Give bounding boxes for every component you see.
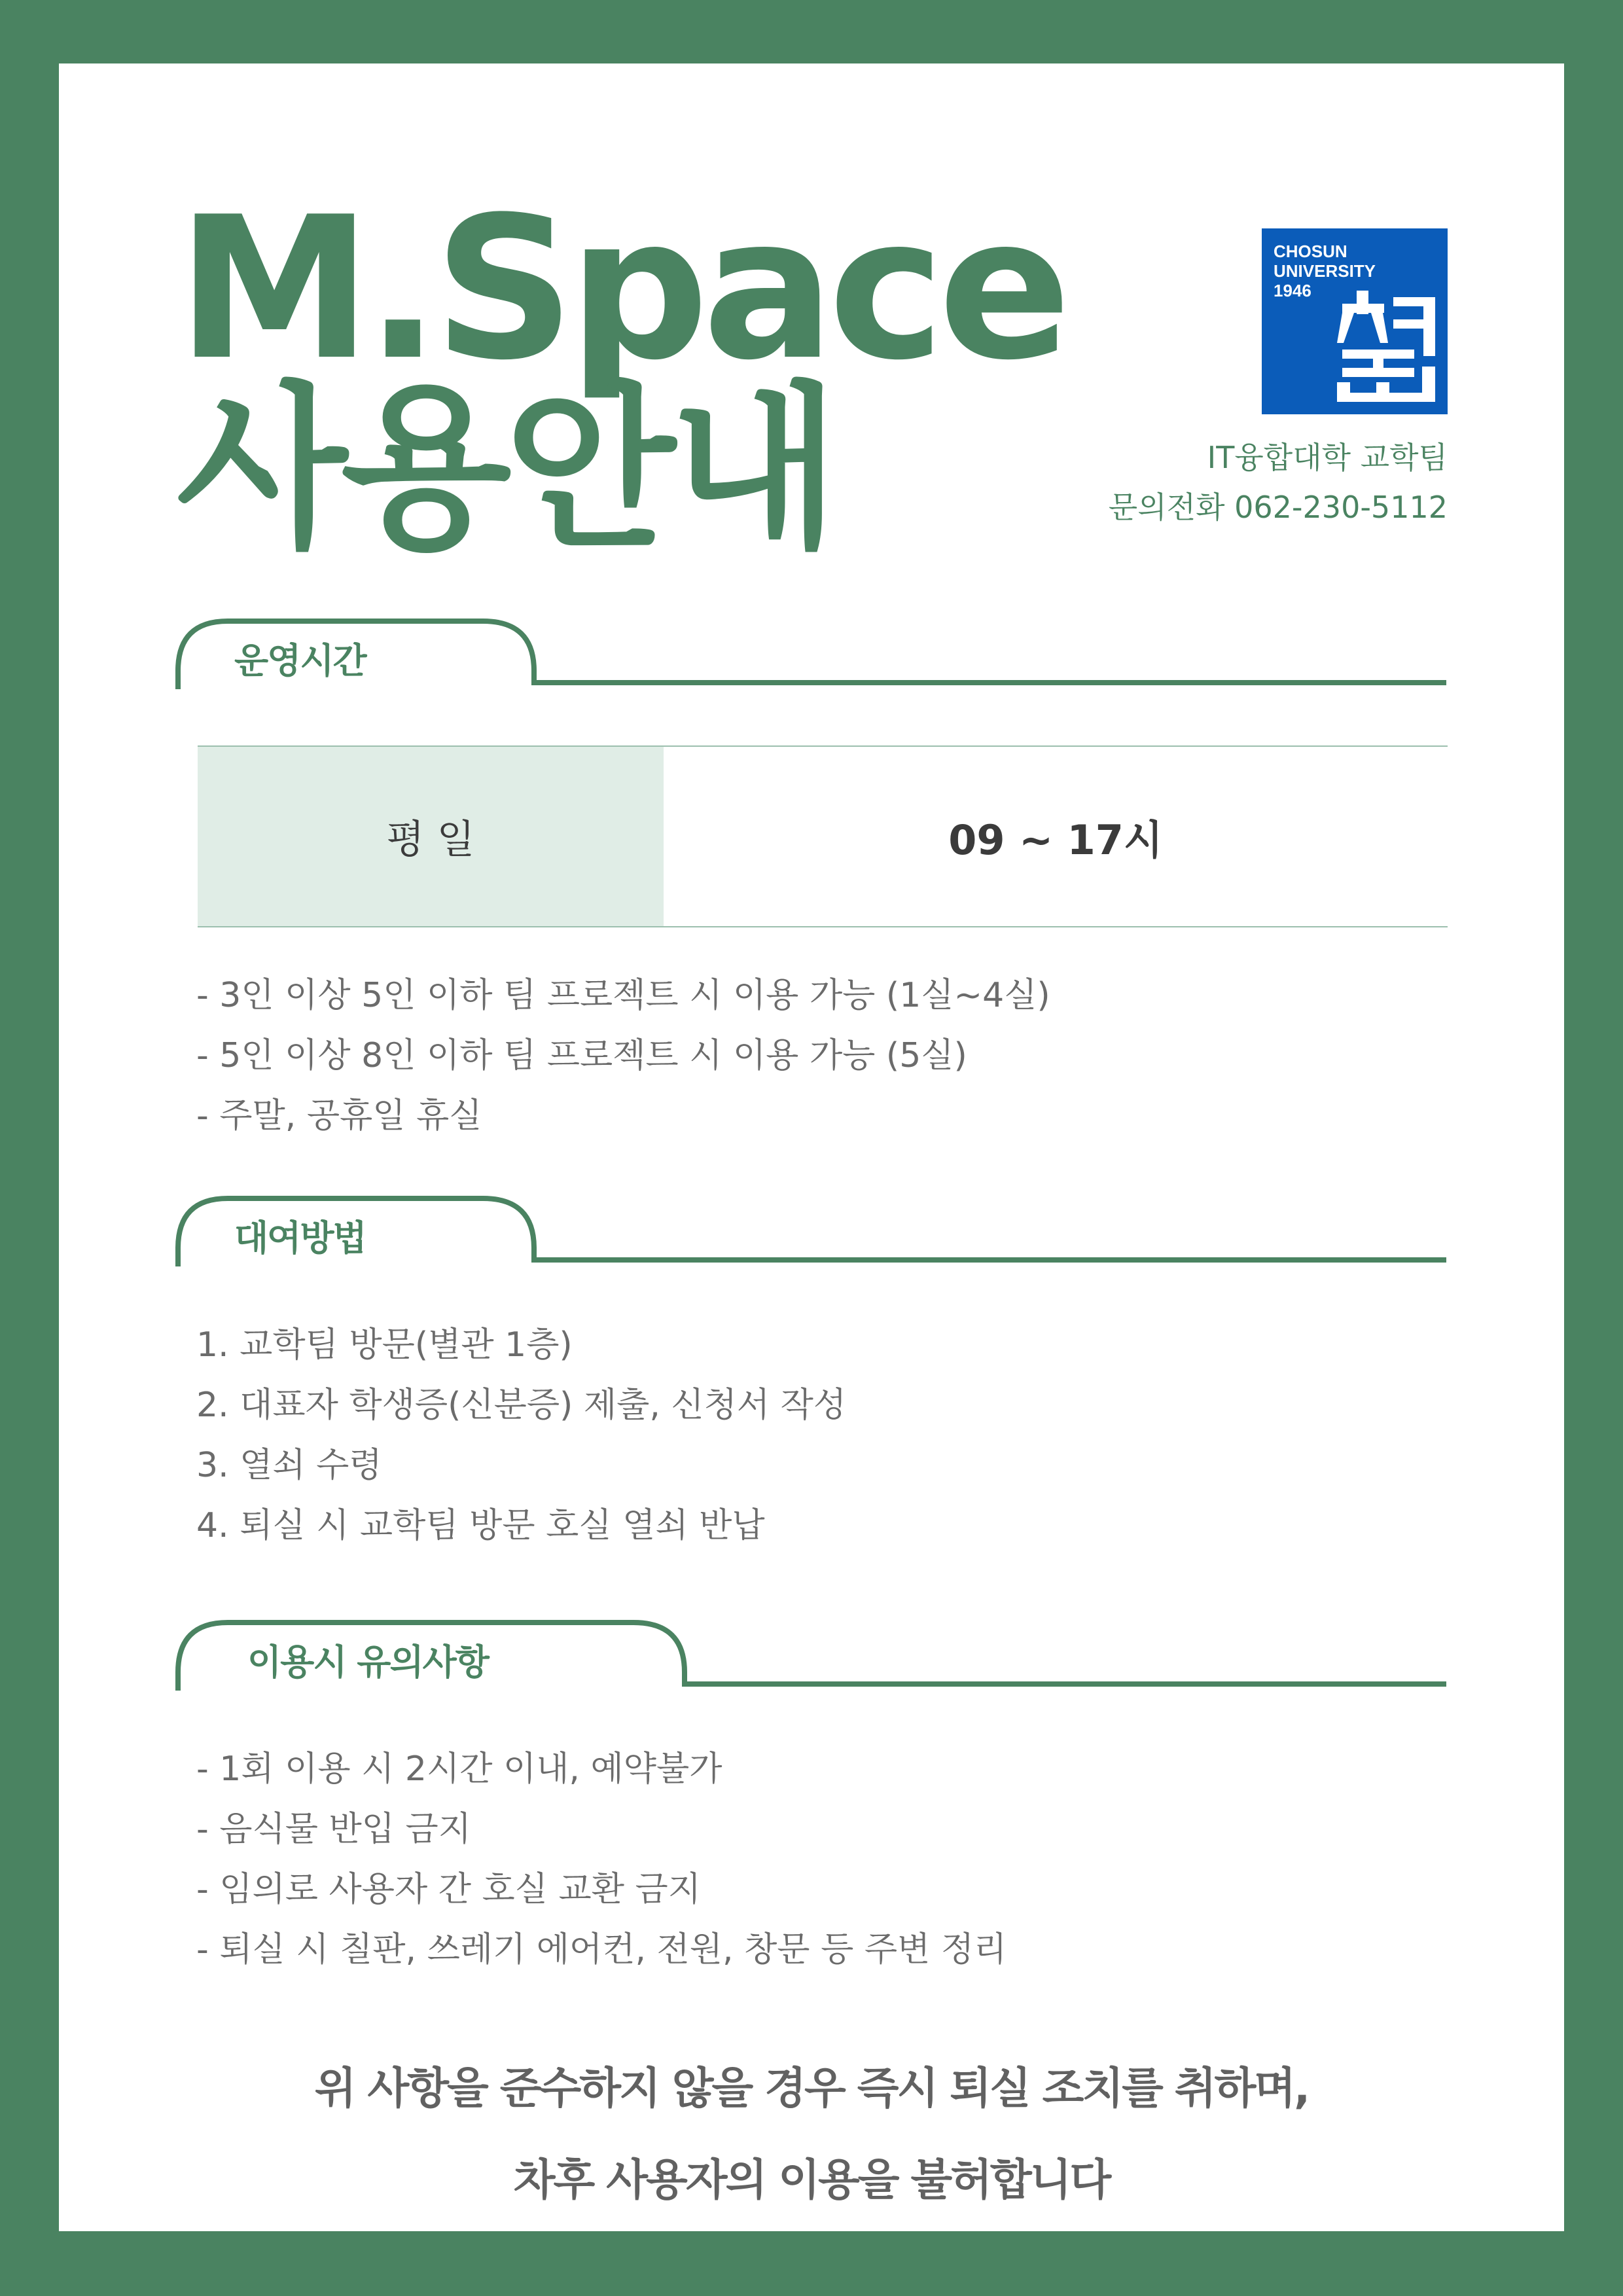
section-rental-method (175, 1196, 1446, 1268)
hours-time-cell: 09 ~ 17시 (948, 816, 1163, 864)
list-item: 4. 퇴실 시 교학팀 방문 호실 열쇠 반납 (196, 1506, 765, 1545)
list-item: - 임의로 사용자 간 호실 교환 금지 (196, 1870, 701, 1909)
list-item: - 1회 이용 시 2시간 이내, 예약불가 (196, 1749, 722, 1789)
section-tab-outline (175, 619, 1446, 691)
page-subtitle: 사용안내 (177, 366, 834, 572)
hours-day-cell: 평 일 (198, 747, 664, 926)
logo-text: CHOSUN UNIVERSITY 1946 (1274, 242, 1376, 300)
section-operating-hours (175, 619, 1446, 691)
contact-phone: 문의전화 062-230-5112 (1108, 490, 1448, 525)
list-item: - 주말, 공휴일 휴실 (196, 1096, 482, 1136)
section-tab-outline (175, 1196, 1446, 1268)
list-item: - 5인 이상 8인 이하 팀 프로젝트 시 이용 가능 (5실) (196, 1036, 967, 1075)
university-logo (1262, 228, 1448, 414)
list-item: - 퇴실 시 칠판, 쓰레기 에어컨, 전원, 창문 등 주변 정리 (196, 1930, 1007, 1969)
list-item: - 음식물 반입 금지 (196, 1810, 471, 1849)
section-heading: 이용시 유의사항 (247, 1641, 488, 1683)
warning-notice-line2: 차후 사용자의 이용을 불허합니다 (513, 2155, 1110, 2205)
list-item: 1. 교학팀 방문(별관 1층) (196, 1325, 573, 1365)
poster-sheet (59, 63, 1564, 2231)
list-item: - 3인 이상 5인 이하 팀 프로젝트 시 이용 가능 (1실~4실) (196, 976, 1050, 1015)
list-item: 2. 대표자 학생증(신분증) 제출, 신청서 작성 (196, 1386, 847, 1425)
section-precautions (175, 1620, 1446, 1692)
warning-notice-line1: 위 사항을 준수하지 않을 경우 즉시 퇴실 조치를 취하며, (314, 2063, 1309, 2113)
department-name: IT융합대학 교학팀 (1207, 440, 1448, 475)
list-item: 3. 열쇠 수령 (196, 1446, 382, 1485)
section-heading: 대여방법 (234, 1217, 366, 1259)
section-heading: 운영시간 (234, 640, 366, 681)
page-title: M.Space (177, 175, 1065, 403)
hours-table (198, 745, 1448, 927)
university-seal-icon (1337, 291, 1442, 402)
